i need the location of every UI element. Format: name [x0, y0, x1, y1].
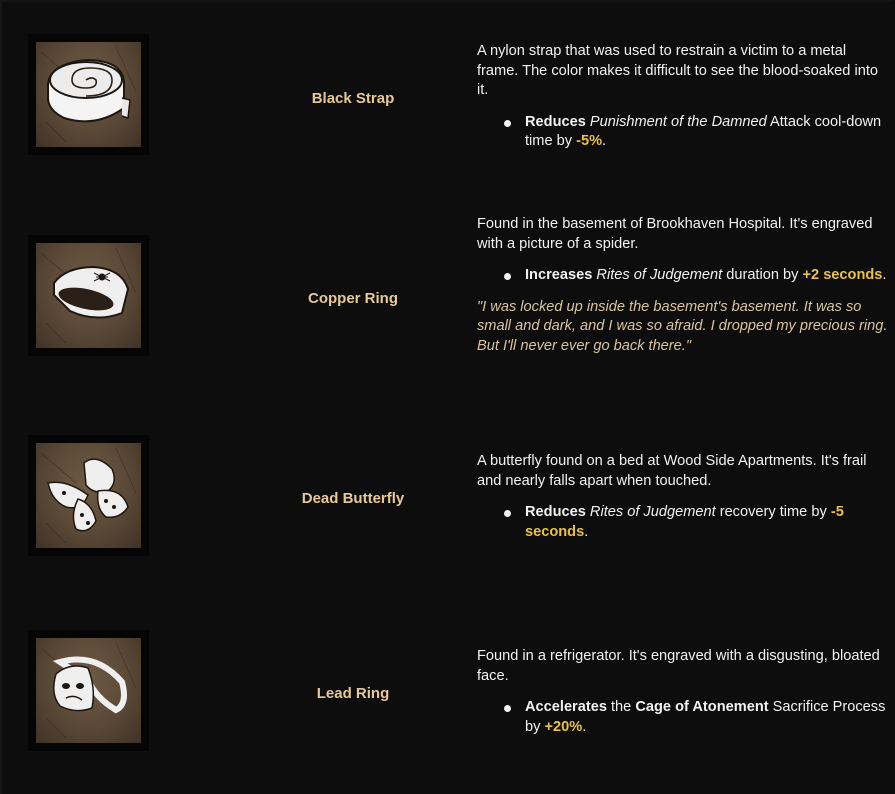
addon-name: Lead Ring [316, 685, 390, 702]
addon-description-block [477, 42, 889, 152]
butterfly-icon [36, 443, 141, 548]
addon-effects-list [477, 503, 889, 542]
addon-icon-frame [28, 630, 149, 751]
addon-icon-frame [28, 235, 149, 356]
addon-effects-list [477, 113, 889, 152]
spider-ring-icon [36, 243, 141, 348]
addon-flavor-quote: "I was locked up inside the basement's basement. It was so small and dark, and I was so afraid. I dropped my precious ring. But I'll never ever go back there." [477, 298, 888, 354]
addon-effects-list [477, 266, 889, 286]
addon-effect: Accelerates the Cage of Atonement Sacrifice Process by +20%. [525, 698, 889, 737]
addon-description-block [477, 452, 889, 542]
addon-name: Dead Butterfly [301, 490, 405, 507]
addon-icon-frame [28, 34, 149, 155]
addon-description: Found in the basement of Brookhaven Hospital. It's engraved with a picture of a spider. [477, 216, 873, 252]
addon-description: Found in a refrigerator. It's engraved with a disgusting, bloated face. [477, 648, 880, 684]
addon-effect: Reduces Rites of Judgement recovery time by -5 seconds. [525, 503, 889, 542]
effect-value: -5% [576, 133, 603, 149]
addon-effect: Increases Rites of Judgement duration by +2 seconds. [525, 266, 889, 286]
addon-description-block [477, 215, 889, 356]
addon-icon-frame [28, 435, 149, 556]
addon-description: A nylon strap that was used to restrain a victim to a metal frame. The color makes it difficult to see the blood-soaked into it. [477, 43, 879, 98]
addon-name: Copper Ring [308, 290, 398, 307]
face-ring-icon [36, 638, 141, 743]
effect-value: -5 seconds [525, 504, 844, 540]
addon-name: Black Strap [311, 90, 395, 107]
addon-effects-list [477, 698, 889, 737]
effect-value: +20% [544, 718, 583, 735]
effect-value: +2 seconds [802, 267, 883, 283]
addon-effect: Reduces Punishment of the Damned Attack cool-down time by -5%. [525, 113, 889, 152]
addon-description: A butterfly found on a bed at Wood Side Apartments. It's frail and nearly falls apart when touched. [477, 453, 867, 489]
strap-roll-icon [36, 42, 141, 147]
addon-description-block [477, 647, 889, 737]
